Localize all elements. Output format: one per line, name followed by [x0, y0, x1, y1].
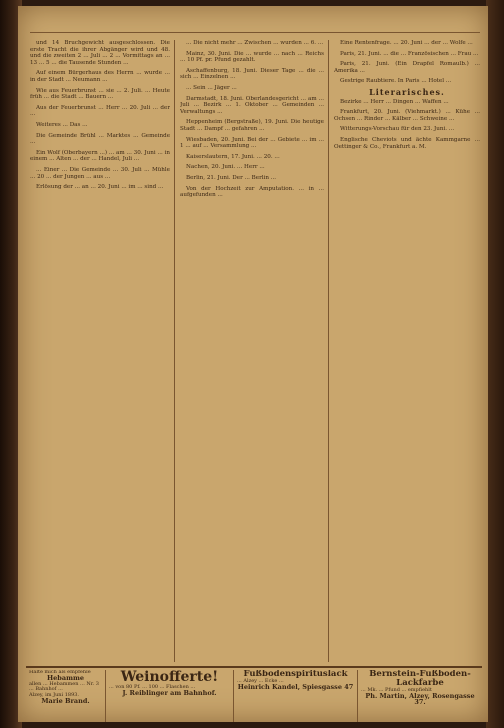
column-left [30, 40, 170, 660]
ad-title: Weinofferte! [120, 670, 219, 685]
paragraph: ... Sein ... Jäger ... [186, 84, 237, 91]
paragraph: Mainz, 30. Juni. Die ... wurde ... nach ... Reichs ... 10 Pf. pr. Pfund gezahlt. [180, 50, 324, 64]
page-header-rule [30, 18, 480, 33]
ad-title: Hebamme [47, 673, 84, 682]
ad-signature: Ph. Martin, Alzey, Rosengasse 37. [365, 691, 475, 706]
ad-signature: J. Reiblinger am Bahnhof. [122, 688, 217, 697]
paragraph: Wie aus Feuerbrunst ... sie ... 2. Juli. ... Heute früh ... die Stadt ... Bauern ... [30, 87, 170, 101]
paragraph: Berlin, 21. Juni. Der ... Berlin ... [186, 174, 277, 181]
paragraph: Wiesbaden, 20. Juni. Bei der ... Gebiete ... im ... 1 ... auf ... Versammlung ... [180, 136, 324, 150]
ad-weinofferte [106, 670, 234, 722]
paragraph: Witterungs-Vorschau für den 23. Juni. ... [340, 126, 455, 133]
paragraph: Darmstadt, 18. Juni. Oberlandesgericht ... am ... Juli ... Bezirk ... 1. Oktober ... Gemeinden ... Verwaltungs ... [180, 95, 324, 115]
ad-text: Halte mich als empfehle [29, 670, 91, 675]
paragraph: Die Gemeinde Brühl ... Marktes ... Gemeinde ... [30, 132, 170, 146]
paragraph: Nachen, 20. Juni. ... Herr ... [186, 164, 265, 171]
paragraph: Gestrige Raubtiere. In Paris ... Hotel ... [340, 78, 452, 85]
paragraph: Von der Hochzeit zur Amputation. ... in ... aufgefunden ... [180, 185, 324, 199]
column-right [334, 40, 480, 660]
newspaper-page [18, 6, 488, 722]
ad-text: ... Mk. ... Pfund ... empfiehlt [361, 687, 432, 693]
paragraph: ... Einer ... Die Gemeinde ... 30. Juli ... Mühle ... 20 ... der Jungen ... aus ... [30, 166, 170, 180]
paragraph: Englische Cheviots und ächte Kammgarne ... Oettinger & Co., Frankfurt a. M. [334, 136, 480, 150]
ad-signature: Marie Brand. [41, 696, 90, 705]
paragraph: und 14 Bruchgewicht ausgeschlossen. Die erste Tracht die ihrer Abgänger wird und 48. und die zweiten 2 ... Juli ... 2 ... Vormittags an ... 13 ... 5 ... die Tausende Stunden ... [30, 40, 170, 66]
column-divider [328, 40, 329, 662]
ad-text: ... von 80 Pf. ... 100 ... Flaschen ... [109, 684, 196, 690]
ad-signature: Heinrich Kandel, Spiesgasse 47 [237, 682, 354, 691]
paragraph: Bezirke ... Herr ... Dingen ... Waffen ... [340, 98, 449, 105]
ad-bernstein-lackfarbe [358, 670, 482, 722]
ad-text: allen ... Hebammen ... Nr. 3 ... Bahnhof ... [29, 680, 99, 693]
paragraph: Aus der Feuerbrunst ... Herr ... 20. Juli ... der ... [30, 104, 170, 118]
ad-fussbodenspirituslack [234, 670, 358, 722]
ad-title: Bernstein-Fußboden-Lackfarbe [369, 670, 471, 688]
paragraph: Aschaffenburg, 18. Juni. Dieser Tage ... die ... sich ... Einzelnen ... [180, 67, 324, 81]
paragraph: Eine Rentenfrage. ... 20. Juni ... der ... Wolfe ... [340, 40, 473, 46]
section-title-literarisches: Literarisches. [369, 86, 445, 97]
ad-hebamme [26, 670, 106, 722]
column-divider [174, 40, 175, 662]
paragraph: Ein Wolf (Oberbayern ...) ... am ... 30. Juni ... in einem ... Alten ... der ... Handel, Juli ... [30, 149, 170, 163]
book-edge [486, 0, 504, 728]
paragraph: Paris, 21. Juni. ... die ... Französischen ... Frau ... [340, 50, 479, 57]
paragraph: Erlösung der ... an ... 20. Juni ... im ... sind ... [36, 184, 164, 191]
ad-title: Fußbodenspirituslack [243, 670, 348, 679]
paragraph: Heppenheim (Bergstraße), 19. Juni. Die heutige Stadt ... Dampf ... gefahren ... [180, 119, 324, 132]
ad-date: Alzey, im Juni 1893. [29, 692, 80, 699]
paragraph: Auf einem Bürgerhaus des Herrn ... wurde ... in der Stadt ... Neumann ... [30, 70, 170, 83]
paragraph: Frankfurt, 20. Juni. (Viehmarkt.) ... Kühe ... Ochsen ... Rinder ... Kälber ... Schweine ... [334, 109, 480, 122]
paragraph: Kaiserslautern, 17. Juni. ... 20. ... [186, 153, 280, 160]
paragraph: Paris, 21. Juni. (Ein Drapfel Romaulb.) ... Amerika ... [334, 61, 480, 74]
ad-text: ... Alzey ... Ecke ... [237, 678, 284, 684]
paragraph: Weiteres ... Das ... [36, 121, 88, 128]
column-middle [180, 40, 324, 660]
paragraph: ... Die nicht mehr ... Zwischen ... wurden ... 6. ... [186, 40, 324, 46]
advertisement-row [26, 666, 482, 722]
